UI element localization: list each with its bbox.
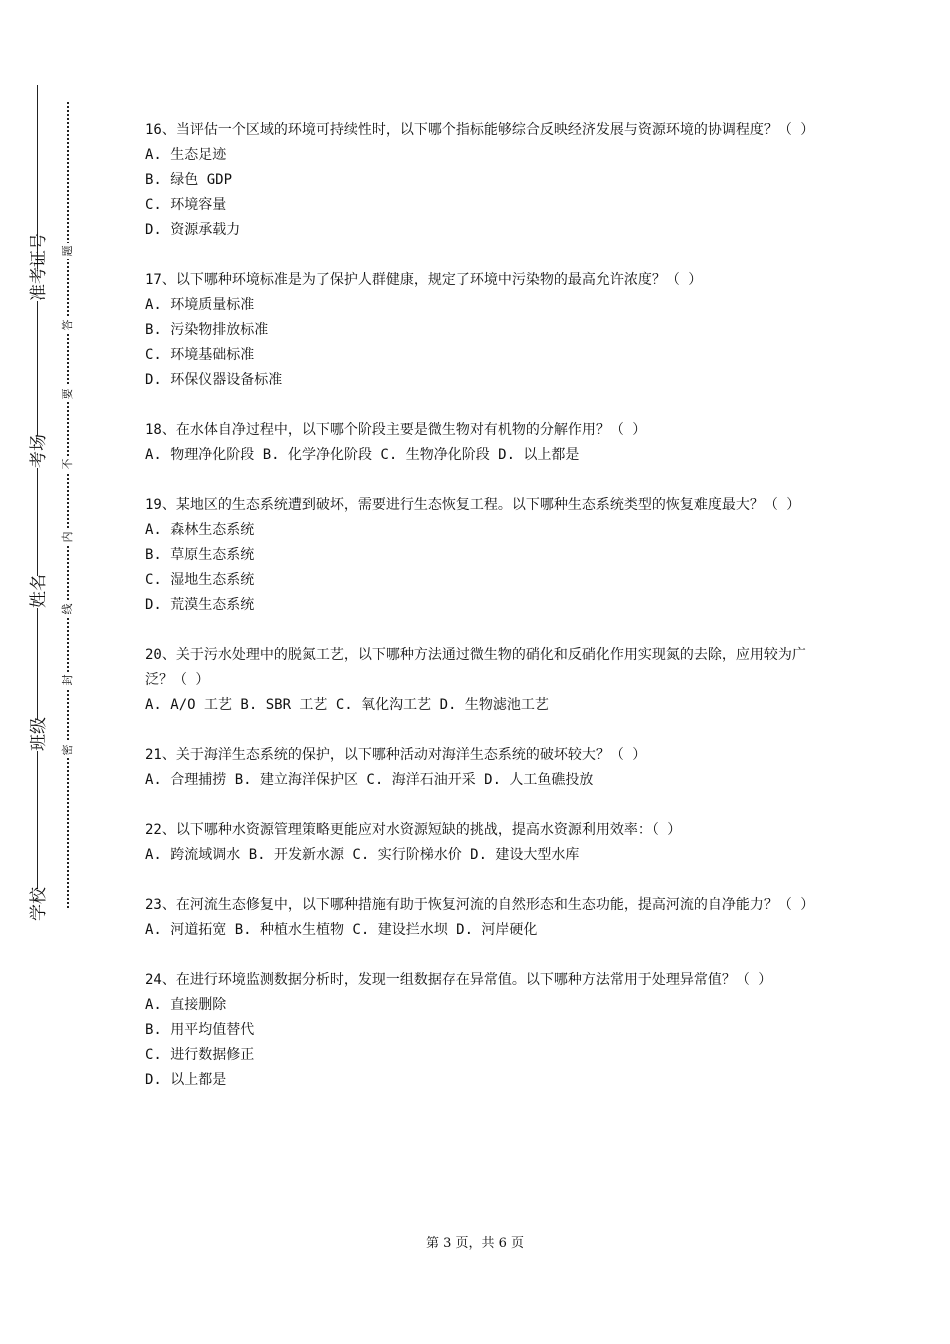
question-17	[145, 268, 810, 393]
options-inline: A. 跨流域调水 B. 开发新水源 C. 实行阶梯水价 D. 建设大型水库	[145, 847, 580, 863]
options-inline: A. 合理捕捞 B. 建立海洋保护区 C. 海洋石油开采 D. 人工鱼礁投放	[145, 772, 594, 788]
question-text: 16、当评估一个区域的环境可持续性时，以下哪个指标能够综合反映经济发展与资源环境的协调程度？（ ）	[145, 122, 815, 138]
seal-char: 要	[60, 386, 76, 402]
question-text: 21、关于海洋生态系统的保护，以下哪种活动对海洋生态系统的破坏较大？（ ）	[145, 747, 647, 763]
option-a: A. 森林生态系统	[145, 522, 255, 538]
option-c: C. 环境容量	[145, 197, 227, 213]
seal-char: 封	[60, 672, 76, 688]
option-a: A. 生态足迹	[145, 147, 227, 163]
option-a: A. 直接删除	[145, 997, 227, 1013]
option-b: B. 污染物排放标准	[145, 322, 269, 338]
seal-char: 内	[60, 529, 76, 545]
question-21	[145, 743, 810, 793]
option-c: C. 进行数据修正	[145, 1047, 255, 1063]
seal-dotted-line	[67, 102, 69, 908]
question-text: 24、在进行环境监测数据分析时，发现一组数据存在异常值。以下哪种方法常用于处理异常值？（ ）	[145, 972, 773, 988]
option-b: B. 用平均值替代	[145, 1022, 255, 1038]
question-19	[145, 493, 810, 618]
option-b: B. 绿色 GDP	[145, 172, 233, 188]
question-16	[145, 118, 815, 243]
seal-char: 不	[60, 456, 76, 472]
question-list	[145, 118, 815, 1118]
question-18	[145, 418, 810, 468]
question-text: 23、在河流生态修复中，以下哪种措施有助于恢复河流的自然形态和生态功能，提高河流的自净能力？（ ）	[145, 897, 815, 913]
options-inline: A. A/O 工艺 B. SBR 工艺 C. 氧化沟工艺 D. 生物滤池工艺	[145, 697, 549, 713]
field-label-exam-number: 准考证号	[23, 269, 55, 301]
field-label-name: 姓名	[23, 576, 55, 608]
question-20	[145, 643, 810, 718]
question-text: 18、在水体自净过程中，以下哪个阶段主要是微生物对有机物的分解作用？（ ）	[145, 422, 647, 438]
option-d: D. 环保仪器设备标准	[145, 372, 283, 388]
option-c: C. 环境基础标准	[145, 347, 255, 363]
field-label-school: 学校	[23, 889, 55, 921]
question-text: 17、以下哪种环境标准是为了保护人群健康，规定了环境中污染物的最高允许浓度？（ ）	[145, 272, 703, 288]
field-label-exam-room: 考场	[23, 436, 55, 468]
question-23	[145, 893, 815, 943]
option-a: A. 环境质量标准	[145, 297, 255, 313]
option-b: B. 草原生态系统	[145, 547, 255, 563]
question-text: 20、关于污水处理中的脱氮工艺，以下哪种方法通过微生物的硝化和反硝化作用实现氮的去除，应用较为广泛？（ ）	[145, 647, 806, 688]
question-24	[145, 968, 810, 1093]
question-text: 22、以下哪种水资源管理策略更能应对水资源短缺的挑战，提高水资源利用效率：（ ）	[145, 822, 682, 838]
seal-char: 密	[60, 742, 76, 758]
seal-char: 题	[60, 243, 76, 259]
option-d: D. 荒漠生态系统	[145, 597, 255, 613]
option-d: D. 以上都是	[145, 1072, 227, 1088]
page-number: 第 3 页，共 6 页	[425, 1236, 525, 1251]
options-inline: A. 物理净化阶段 B. 化学净化阶段 C. 生物净化阶段 D. 以上都是	[145, 447, 580, 463]
question-text: 19、某地区的生态系统遭到破坏，需要进行生态恢复工程。以下哪种生态系统类型的恢复难度最大？（ ）	[145, 497, 801, 513]
question-22	[145, 818, 810, 868]
options-inline: A. 河道拓宽 B. 种植水生植物 C. 建设拦水坝 D. 河岸硬化	[145, 922, 538, 938]
option-c: C. 湿地生态系统	[145, 572, 255, 588]
seal-char: 线	[60, 601, 76, 617]
option-d: D. 资源承载力	[145, 222, 241, 238]
field-label-class: 班级	[23, 719, 55, 751]
binding-solid-line	[37, 85, 38, 920]
seal-char: 答	[60, 317, 76, 333]
